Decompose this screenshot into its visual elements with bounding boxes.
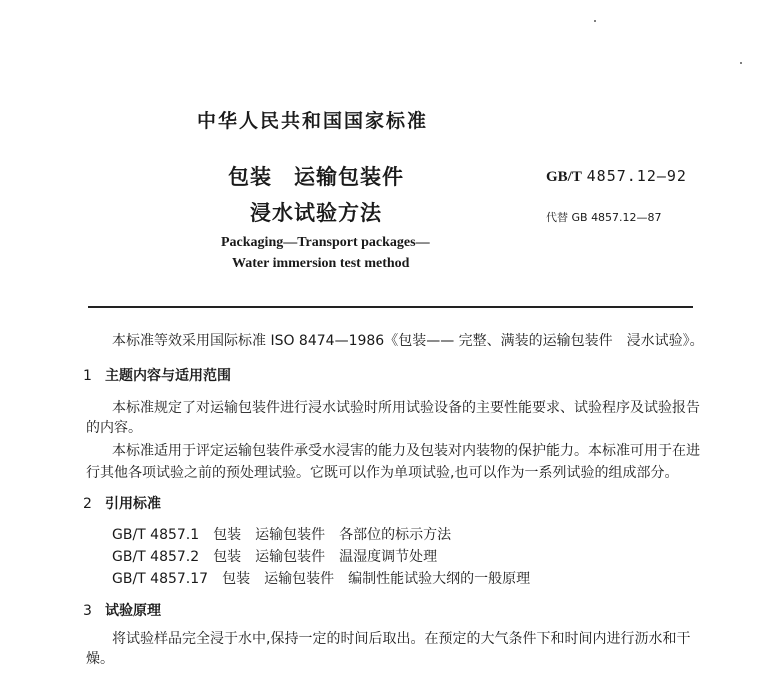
reference-item: GB/T 4857.1 包装 运输包装件 各部位的标示方法 <box>112 527 452 543</box>
section-3-heading <box>83 600 161 620</box>
section-title: 主题内容与适用范围 <box>105 368 231 384</box>
section-1-heading <box>83 365 231 385</box>
standard-code <box>546 167 687 186</box>
scan-speck <box>740 62 742 64</box>
reference-item: GB/T 4857.17 包装 运输包装件 编制性能试验大纲的一般原理 <box>112 571 531 587</box>
title-cn-line2: 浸水试验方法 <box>250 201 382 225</box>
section-number: 3 <box>83 603 92 619</box>
title-en-line2: Water immersion test method <box>232 256 410 271</box>
paragraph-line: 燥。 <box>86 651 114 667</box>
standard-code-prefix: GB/T <box>546 169 582 185</box>
paragraph-line: 的内容。 <box>86 420 142 436</box>
replaces-standard: 代替 GB 4857.12—87 <box>546 211 662 224</box>
reference-item: GB/T 4857.2 包装 运输包装件 温湿度调节处理 <box>112 549 438 565</box>
scan-speck <box>594 20 596 22</box>
section-number: 2 <box>83 496 92 512</box>
paragraph-line: 本标准适用于评定运输包装件承受水浸害的能力及包装对内装物的保护能力。本标准可用于在进 <box>112 443 700 459</box>
title-en-line1: Packaging—Transport packages— <box>221 235 430 250</box>
section-2-heading <box>83 493 161 513</box>
header-divider <box>88 306 693 308</box>
paragraph-line: 本标准规定了对运输包装件进行浸水试验时所用试验设备的主要性能要求、试验程序及试验报告 <box>112 400 700 416</box>
section-number: 1 <box>83 368 92 384</box>
paragraph-line: 将试验样品完全浸于水中,保持一定的时间后取出。在预定的大气条件下和时间内进行沥水和干 <box>112 631 691 647</box>
title-cn-line1: 包装 运输包装件 <box>228 165 404 189</box>
section-title: 引用标准 <box>105 496 161 512</box>
standard-code-number: 4857.12—92 <box>586 167 687 185</box>
section-title: 试验原理 <box>105 603 161 619</box>
paragraph-line: 行其他各项试验之前的预处理试验。它既可以作为单项试验,也可以作为一系列试验的组成部分。 <box>86 465 679 481</box>
intro-paragraph: 本标准等效采用国际标准 ISO 8474—1986《包装—— 完整、满装的运输包装件 浸水试验》。 <box>112 333 704 349</box>
standard-authority: 中华人民共和国国家标准 <box>197 110 429 132</box>
